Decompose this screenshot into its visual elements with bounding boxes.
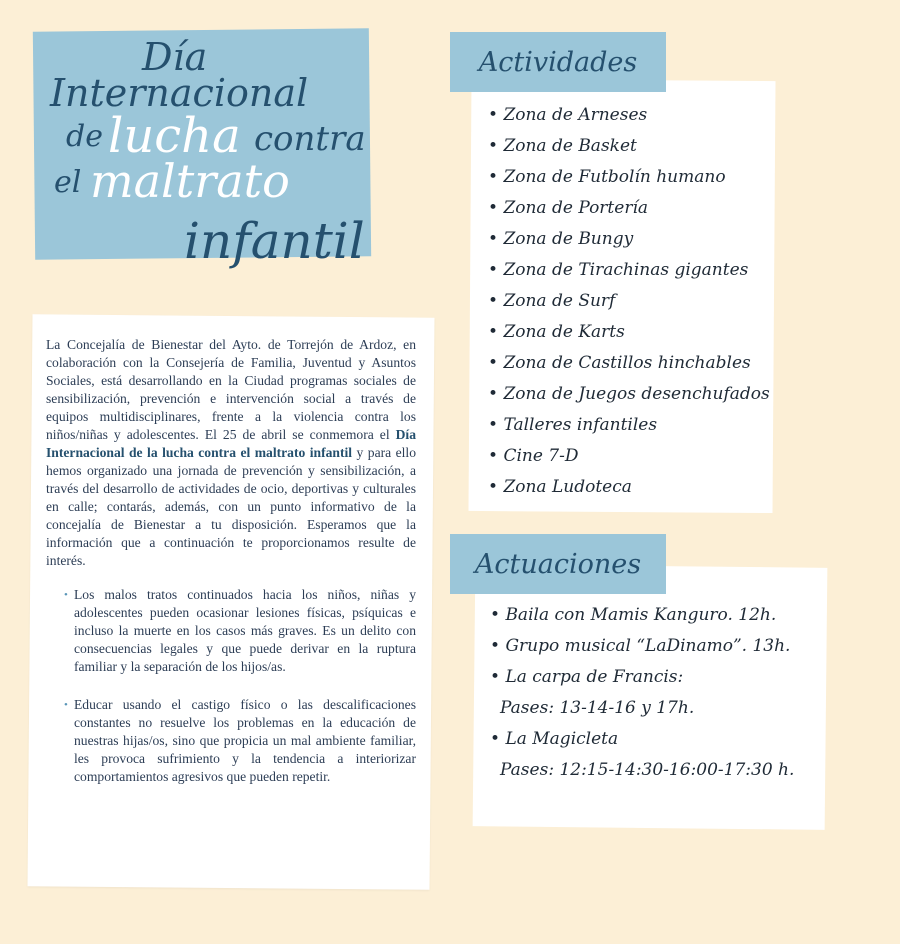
title-word-el: el	[54, 165, 82, 200]
actividad-item: • Zona de Bungy	[488, 224, 770, 255]
actividades-list	[488, 100, 770, 503]
actuaciones-list	[490, 600, 794, 786]
title-word-de: de	[66, 119, 103, 154]
actividad-item: • Zona de Basket	[488, 131, 770, 162]
actividad-item: • Zona de Juegos desenchufados	[488, 379, 770, 410]
intro-paragraph	[46, 336, 416, 570]
actividad-item: • Zona de Karts	[488, 317, 770, 348]
intro-text	[46, 336, 416, 806]
actuacion-item-4: • La Magicleta	[490, 724, 794, 755]
actividades-heading: Actividades	[450, 32, 666, 92]
actividad-item: • Zona de Surf	[488, 286, 770, 317]
actuacion-item-3-pases: Pases: 13-14-16 y 17h.	[500, 698, 695, 718]
actuacion-item-2: • Grupo musical “LaDinamo”. 13h.	[490, 631, 794, 662]
intro-bullet-2: • Educar usando el castigo físico o las descalificaciones constantes no resuelve los problemas en la educación de nuestras hijas/os, sino que propicia un mal ambiente familiar, les provoca sufrimiento y la tendencia a interiorizar comportamientos agresivos que pueden repetir.	[74, 696, 416, 786]
intro-bullet-list	[46, 586, 416, 786]
actividad-item: • Talleres infantiles	[488, 410, 770, 441]
actividad-item: • Zona Ludoteca	[488, 472, 770, 503]
title-word-maltrato: maltrato	[90, 154, 290, 208]
actuacion-item-3: • La carpa de Francis:	[490, 662, 794, 693]
actividad-item: • Zona de Futbolín humano	[488, 162, 770, 193]
actividad-item: • Zona de Arneses	[488, 100, 770, 131]
actuaciones-heading: Actuaciones	[450, 534, 666, 594]
intro-text-part2: y para ello hemos organizado una jornada de prevención y sensibilización, a través del desarrollo de actividades de ocio, deportivas y culturales en calle; contarás, además, con un punto informativo de la concejalía de Bienestar a tu disposición. Esperamos que la información que a continuación te proporcionamos resulte de interés.	[46, 445, 416, 568]
poster-title	[34, 30, 394, 290]
actividad-item: • Zona de Tirachinas gigantes	[488, 255, 770, 286]
title-word-lucha: lucha	[108, 108, 241, 164]
intro-bullet-1: • Los malos tratos continuados hacia los niños, niñas y adolescentes pueden ocasionar lesiones físicas, psíquicas e incluso la muerte en los casos más graves. Es un delito con consecuencias legales y que puede derivar en la ruptura familiar y la separación de los hijos/as.	[74, 586, 416, 676]
intro-text-bold: Día Internacional de la lucha contra el maltrato infantil	[46, 427, 416, 460]
actuacion-item-1: • Baila con Mamis Kanguro. 12h.	[490, 600, 794, 631]
actividad-item: • Zona de Castillos hinchables	[488, 348, 770, 379]
intro-text-part1: La Concejalía de Bienestar del Ayto. de Torrejón de Ardoz, en colaboración con la Consejería de Familia, Juventud y Asuntos Sociales, está desarrollando en la Ciudad programas sociales de sensibilización, prevención e intervención social a través de equipos multidisciplinares, frente a la violencia contra los niños/niñas y adolescentes. El 25 de abril se conmemora el	[46, 337, 416, 442]
title-line-internacional: Internacional	[50, 71, 309, 115]
title-line-dia: Día	[142, 35, 208, 79]
actividad-item: • Zona de Portería	[488, 193, 770, 224]
title-word-infantil: infantil	[184, 212, 365, 270]
actuacion-item-4-pases: Pases: 12:15-14:30-16:00-17:30 h.	[500, 760, 795, 780]
actividad-item: • Cine 7-D	[488, 441, 770, 472]
title-word-contra: contra	[254, 119, 366, 159]
